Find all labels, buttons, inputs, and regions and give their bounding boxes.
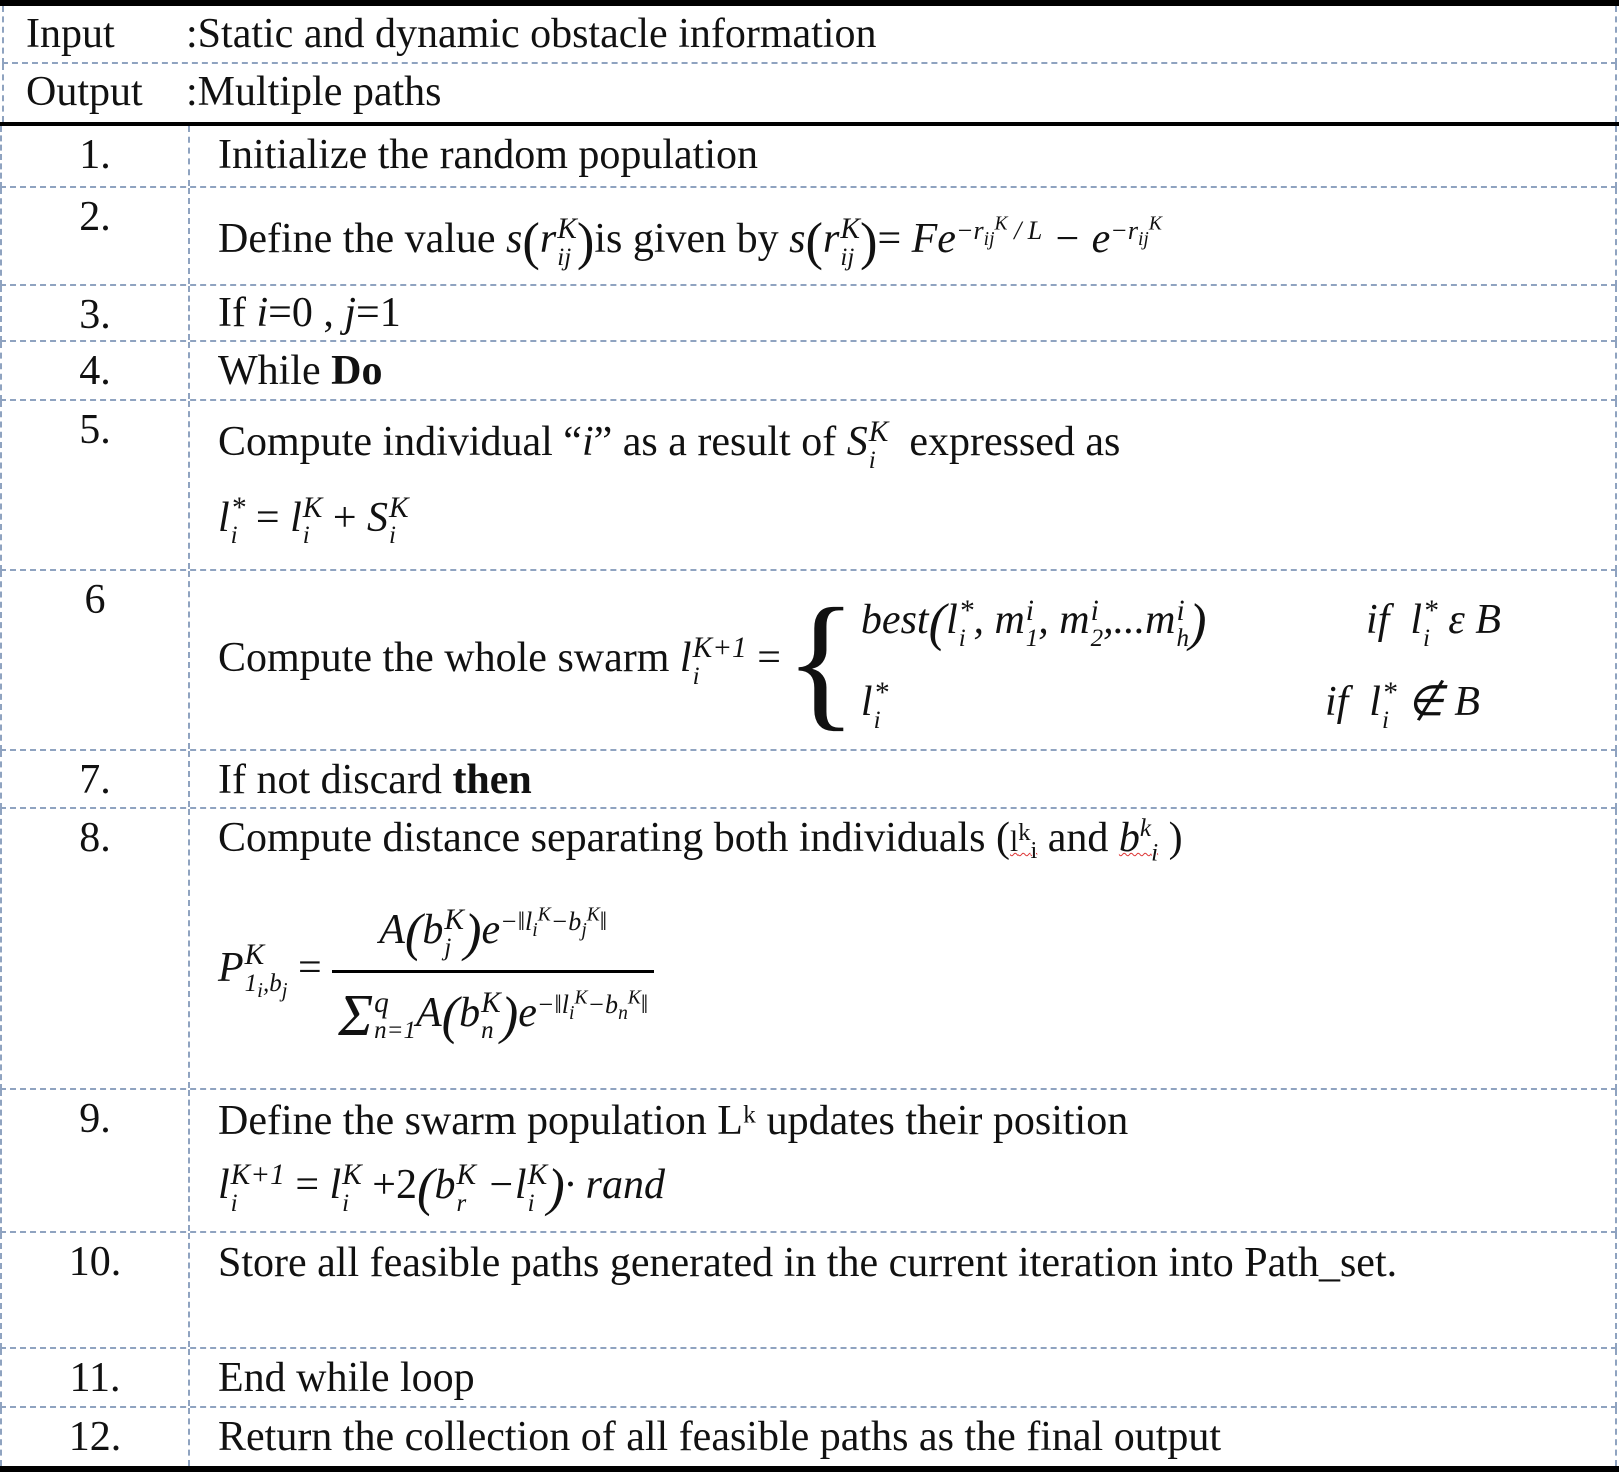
step-row-2 bbox=[0, 188, 1617, 286]
math-sub: i bbox=[257, 977, 263, 1002]
math-sup: i bbox=[1176, 594, 1185, 627]
output-row bbox=[2, 64, 1617, 122]
math-fe: Fe bbox=[911, 216, 956, 262]
step-row-11 bbox=[0, 1349, 1617, 1408]
step-text: Store all feasible paths generated in the current iteration into Path_set. bbox=[218, 1240, 1398, 1286]
math-s: s bbox=[789, 216, 806, 262]
math-sub: i bbox=[527, 1189, 535, 1217]
step-number: 2. bbox=[2, 188, 190, 284]
math-sub: n bbox=[618, 1002, 628, 1024]
math-l: l bbox=[679, 635, 692, 681]
math-b: b bbox=[434, 1162, 456, 1208]
step-text: While bbox=[218, 348, 321, 394]
math-exp-sub: ij bbox=[983, 229, 995, 251]
math-sup: K bbox=[840, 213, 860, 246]
math-sub: i bbox=[873, 706, 881, 734]
math-e: e bbox=[481, 906, 501, 953]
step-number: 4. bbox=[2, 342, 190, 399]
step-text: If not discard bbox=[218, 757, 442, 803]
step-text: =1 bbox=[356, 290, 401, 336]
formula bbox=[218, 493, 1593, 549]
math-sub: i bbox=[302, 522, 310, 550]
left-brace: { bbox=[784, 578, 857, 745]
math-b: b bbox=[459, 989, 481, 1036]
step-content bbox=[218, 813, 1593, 1053]
math-sigma: Σ bbox=[338, 982, 374, 1048]
step-text: Define the swarm population Lᵏ updates their position bbox=[218, 1098, 1129, 1144]
step-text: End while loop bbox=[218, 1355, 475, 1401]
math-minus-e: − e bbox=[1052, 216, 1111, 262]
step-row-7 bbox=[0, 751, 1617, 809]
math-sup: K bbox=[586, 903, 600, 925]
math-eq: = bbox=[295, 1162, 319, 1208]
math-l: l bbox=[218, 494, 230, 541]
step-row-1 bbox=[0, 126, 1617, 188]
math-a: A bbox=[416, 989, 442, 1036]
math-b: b bbox=[1118, 815, 1140, 861]
step-row-6 bbox=[0, 571, 1617, 751]
math-exp-sup: K bbox=[994, 213, 1008, 235]
math-sub: i bbox=[1381, 706, 1389, 734]
bottom-rule bbox=[0, 1466, 1619, 1472]
math-m: ,...m bbox=[1103, 597, 1176, 644]
math-sub: i bbox=[342, 1189, 350, 1217]
step-text: and bbox=[1047, 815, 1109, 861]
math-p: P bbox=[218, 944, 244, 991]
var-i: i bbox=[581, 419, 594, 465]
math-eq: = bbox=[877, 216, 902, 262]
step-content bbox=[218, 1096, 1593, 1216]
math-exp: −r bbox=[955, 215, 984, 245]
math-sub: i bbox=[532, 919, 538, 941]
math-a: A bbox=[379, 906, 405, 953]
math-sup: k bbox=[1018, 819, 1031, 847]
step-number: 9. bbox=[2, 1090, 190, 1231]
keyword: then bbox=[452, 757, 532, 803]
math-s: S bbox=[367, 494, 389, 541]
math-sub: i bbox=[569, 1002, 575, 1024]
math-sup: q bbox=[374, 986, 389, 1019]
cases bbox=[861, 579, 1501, 743]
math-sup: K bbox=[302, 491, 323, 524]
output-value: :Multiple paths bbox=[186, 69, 442, 115]
step-number: 5. bbox=[2, 401, 190, 569]
step-content bbox=[218, 288, 1593, 338]
math-l: l bbox=[1010, 826, 1019, 858]
step-number: 12. bbox=[2, 1408, 190, 1466]
math-l: l bbox=[290, 494, 302, 541]
math-sup: K bbox=[342, 1159, 362, 1192]
math-plus: + bbox=[332, 494, 357, 541]
math-exp-l: / L bbox=[1014, 215, 1043, 245]
step-number: 7. bbox=[2, 751, 190, 807]
step-row-3 bbox=[0, 286, 1617, 342]
step-text: ) bbox=[1168, 815, 1183, 861]
math-sup: * bbox=[1381, 676, 1397, 709]
math-sub: i bbox=[389, 522, 396, 550]
math-sub: i bbox=[230, 1189, 238, 1217]
step-number: 3. bbox=[2, 286, 190, 340]
step-content bbox=[218, 573, 1593, 743]
math-sup: K bbox=[389, 491, 409, 524]
math-eq: = bbox=[298, 944, 322, 991]
step-text: Return the collection of all feasible paths as the final output bbox=[218, 1414, 1222, 1460]
step-row-10 bbox=[0, 1233, 1617, 1349]
step-text-mid: is given by bbox=[594, 216, 779, 262]
math-sup: K bbox=[481, 986, 501, 1019]
input-value: :Static and dynamic obstacle information bbox=[186, 11, 877, 57]
math-best: best bbox=[860, 597, 929, 644]
denominator: Σ q n=1 A(b K n )$e^{-‖l_i^K-b_n^K‖}$ bbox=[332, 970, 654, 1053]
math-sup: K bbox=[527, 1159, 548, 1192]
math-sup: K+1 bbox=[230, 1159, 285, 1192]
math-sub: i bbox=[868, 446, 876, 474]
step-row-4 bbox=[0, 342, 1617, 401]
case-2: l * i if l * i ∉ B bbox=[860, 676, 1480, 734]
math-sup: K bbox=[868, 416, 889, 449]
math-exp-sub: ij bbox=[1137, 229, 1149, 251]
formula: l K+1 i = l K i +2(b K r −l K i )· rand bbox=[218, 1159, 666, 1218]
math-sup: * bbox=[958, 594, 974, 627]
var-j: j bbox=[344, 290, 357, 336]
step-text: Compute individual “ bbox=[218, 419, 582, 465]
math-sup: K bbox=[444, 903, 464, 936]
step-text: =0 , bbox=[268, 290, 334, 336]
step-text: Compute distance separating both individuals ( bbox=[218, 815, 1011, 861]
math-l: l bbox=[329, 1162, 342, 1208]
math-sub: j bbox=[444, 934, 452, 962]
math-sub: 2 bbox=[1090, 624, 1104, 652]
math-exp: −‖l bbox=[500, 906, 533, 936]
math-sub: i bbox=[1151, 839, 1159, 867]
math-sub: i bbox=[1423, 624, 1430, 652]
step-number: 6 bbox=[2, 571, 190, 749]
step-content bbox=[218, 417, 1593, 548]
math-eq: = bbox=[757, 635, 781, 681]
math-e: e bbox=[518, 989, 537, 1036]
math-sup: * bbox=[1423, 594, 1438, 627]
math-plus-2: +2 bbox=[372, 1162, 417, 1208]
math-sup: K bbox=[557, 213, 577, 246]
step-content: Define the value s(r K ij )is given by s(r K ij )= $Fe^{-r_{ij}^K / L} - e^{-r_{ij}^K}$ bbox=[218, 213, 1162, 272]
fraction bbox=[332, 890, 654, 1053]
formula bbox=[218, 890, 1593, 1053]
math-sub: i bbox=[1030, 836, 1038, 864]
math-sup: i bbox=[1090, 594, 1099, 627]
case-1: best(l * i , m i 1 , m i 2 ,...m i h ) if l * i ε B bbox=[860, 594, 1501, 653]
math-if: if bbox=[1365, 597, 1390, 644]
output-label: Output bbox=[26, 69, 143, 115]
math-sub: n bbox=[481, 1017, 494, 1045]
math-m: , m bbox=[1038, 597, 1090, 644]
step-text: Initialize the random population bbox=[218, 132, 759, 178]
math-norm: ‖ bbox=[599, 906, 608, 936]
input-row bbox=[2, 6, 1617, 64]
step-number: 11. bbox=[2, 1349, 190, 1406]
math-sup: * bbox=[873, 676, 889, 709]
math-sub: h bbox=[1176, 624, 1189, 652]
math-in-b: ε B bbox=[1448, 597, 1501, 644]
math-sup: K bbox=[456, 1159, 477, 1192]
math-sub: 1 bbox=[1025, 624, 1039, 652]
math-sup: K bbox=[537, 903, 551, 925]
step-text: ” as a result of bbox=[593, 419, 837, 465]
step-text: Compute the whole swarm bbox=[218, 635, 670, 681]
step-row-9 bbox=[0, 1090, 1617, 1233]
math-s: s bbox=[506, 216, 523, 262]
var-i: i bbox=[256, 290, 269, 336]
math-exp: −b bbox=[587, 989, 619, 1019]
math-sup: i bbox=[1025, 594, 1034, 627]
math-sub: n=1 bbox=[374, 1017, 416, 1045]
step-number: 1. bbox=[2, 126, 190, 186]
step-text: Define the value bbox=[218, 216, 496, 262]
math-norm: ‖ bbox=[640, 989, 649, 1019]
math-exp: −b bbox=[550, 906, 582, 936]
math-sub: r bbox=[456, 1189, 467, 1217]
step-row-8 bbox=[0, 809, 1617, 1090]
math-notin-b: ∉ B bbox=[1407, 679, 1480, 726]
math-exp: −r bbox=[1110, 215, 1138, 245]
step-row-12 bbox=[0, 1408, 1617, 1466]
step-text: If bbox=[218, 290, 246, 336]
math-l: l bbox=[218, 1162, 230, 1208]
math-l: l bbox=[514, 1162, 527, 1208]
step-number: 8. bbox=[2, 809, 190, 1088]
step-content bbox=[218, 346, 1593, 396]
math-sup: * bbox=[230, 491, 246, 524]
math-sup: K bbox=[627, 986, 641, 1008]
math-sub: ij bbox=[840, 243, 855, 271]
math-r: r bbox=[823, 216, 840, 262]
math-if: if bbox=[1324, 679, 1349, 726]
math-sup: K bbox=[574, 986, 588, 1008]
math-minus: − bbox=[486, 1162, 515, 1208]
numerator: A(b K j )$e^{-‖l_i^K-b_j^K‖}$ bbox=[379, 903, 608, 962]
step-number: 10. bbox=[2, 1233, 190, 1347]
step-row-5 bbox=[0, 401, 1617, 571]
step-content bbox=[218, 755, 1593, 805]
math-sub: 1 bbox=[244, 969, 258, 997]
math-sup: K+1 bbox=[692, 632, 747, 665]
step-text: expressed as bbox=[909, 419, 1121, 465]
math-sup: k bbox=[1139, 815, 1152, 842]
math-s: S bbox=[846, 419, 868, 465]
math-exp-sup: K bbox=[1148, 213, 1162, 235]
keyword: Do bbox=[331, 348, 383, 394]
math-sub: i bbox=[230, 522, 238, 550]
math-sub: ,b bbox=[262, 969, 282, 997]
math-r: r bbox=[539, 216, 557, 262]
math-sub: i bbox=[958, 624, 966, 652]
math-eq: = bbox=[255, 494, 280, 541]
math-sub: ij bbox=[557, 243, 572, 271]
math-sub: j bbox=[281, 977, 288, 1002]
math-exp: −‖l bbox=[536, 989, 569, 1019]
math-l: l bbox=[860, 679, 873, 726]
math-rand: · rand bbox=[564, 1162, 666, 1208]
math-sub: i bbox=[692, 662, 700, 690]
math-m: , m bbox=[973, 597, 1025, 644]
input-label: Input bbox=[26, 11, 115, 57]
math-b: b bbox=[422, 906, 444, 953]
math-sub: j bbox=[581, 919, 587, 941]
math-sup: K bbox=[244, 939, 265, 972]
